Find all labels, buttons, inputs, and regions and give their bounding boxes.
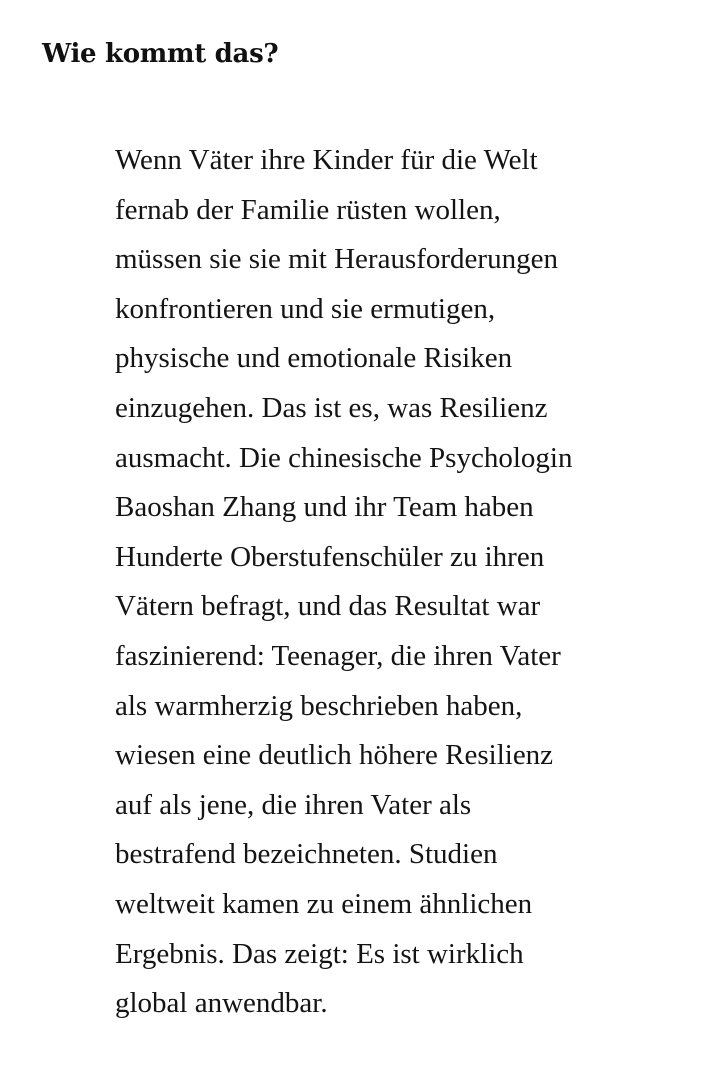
quote-line: Baoshan Zhang und ihr Team haben: [115, 491, 534, 524]
quote-line: ausmacht. Die chinesische Psychologin: [115, 441, 573, 474]
quote-line: müssen sie sie mit Herausforderungen: [115, 243, 558, 276]
quote-line: konfrontieren und sie ermutigen,: [115, 292, 496, 325]
section-heading: Wie kommt das?: [42, 39, 279, 69]
quote-line: fernab der Familie rüsten wollen,: [115, 193, 501, 226]
quote-line: als warmherzig beschrieben haben,: [115, 689, 523, 722]
quote-line: Ergebnis. Das zeigt: Es ist wirklich: [115, 937, 524, 970]
quote-line: bestrafend bezeichneten. Studien: [115, 838, 498, 871]
quote-line: physische und emotionale Risiken: [115, 342, 513, 375]
block-quote: [115, 136, 695, 1029]
quote-line: Hunderte Oberstufenschüler zu ihren: [115, 540, 545, 573]
quote-line: faszinierend: Teenager, die ihren Vater: [115, 639, 561, 672]
quote-line: Vätern befragt, und das Resultat war: [115, 590, 541, 623]
quote-line: auf als jene, die ihren Vater als: [115, 788, 472, 821]
quote-line: global anwendbar.: [115, 987, 328, 1020]
quote-line: wiesen eine deutlich höhere Resilienz: [115, 739, 554, 772]
quote-line: einzugehen. Das ist es, was Resilienz: [115, 391, 548, 424]
quote-line: Wenn Väter ihre Kinder für die Welt: [115, 144, 538, 176]
quote-line: weltweit kamen zu einem ähnlichen: [115, 887, 533, 920]
